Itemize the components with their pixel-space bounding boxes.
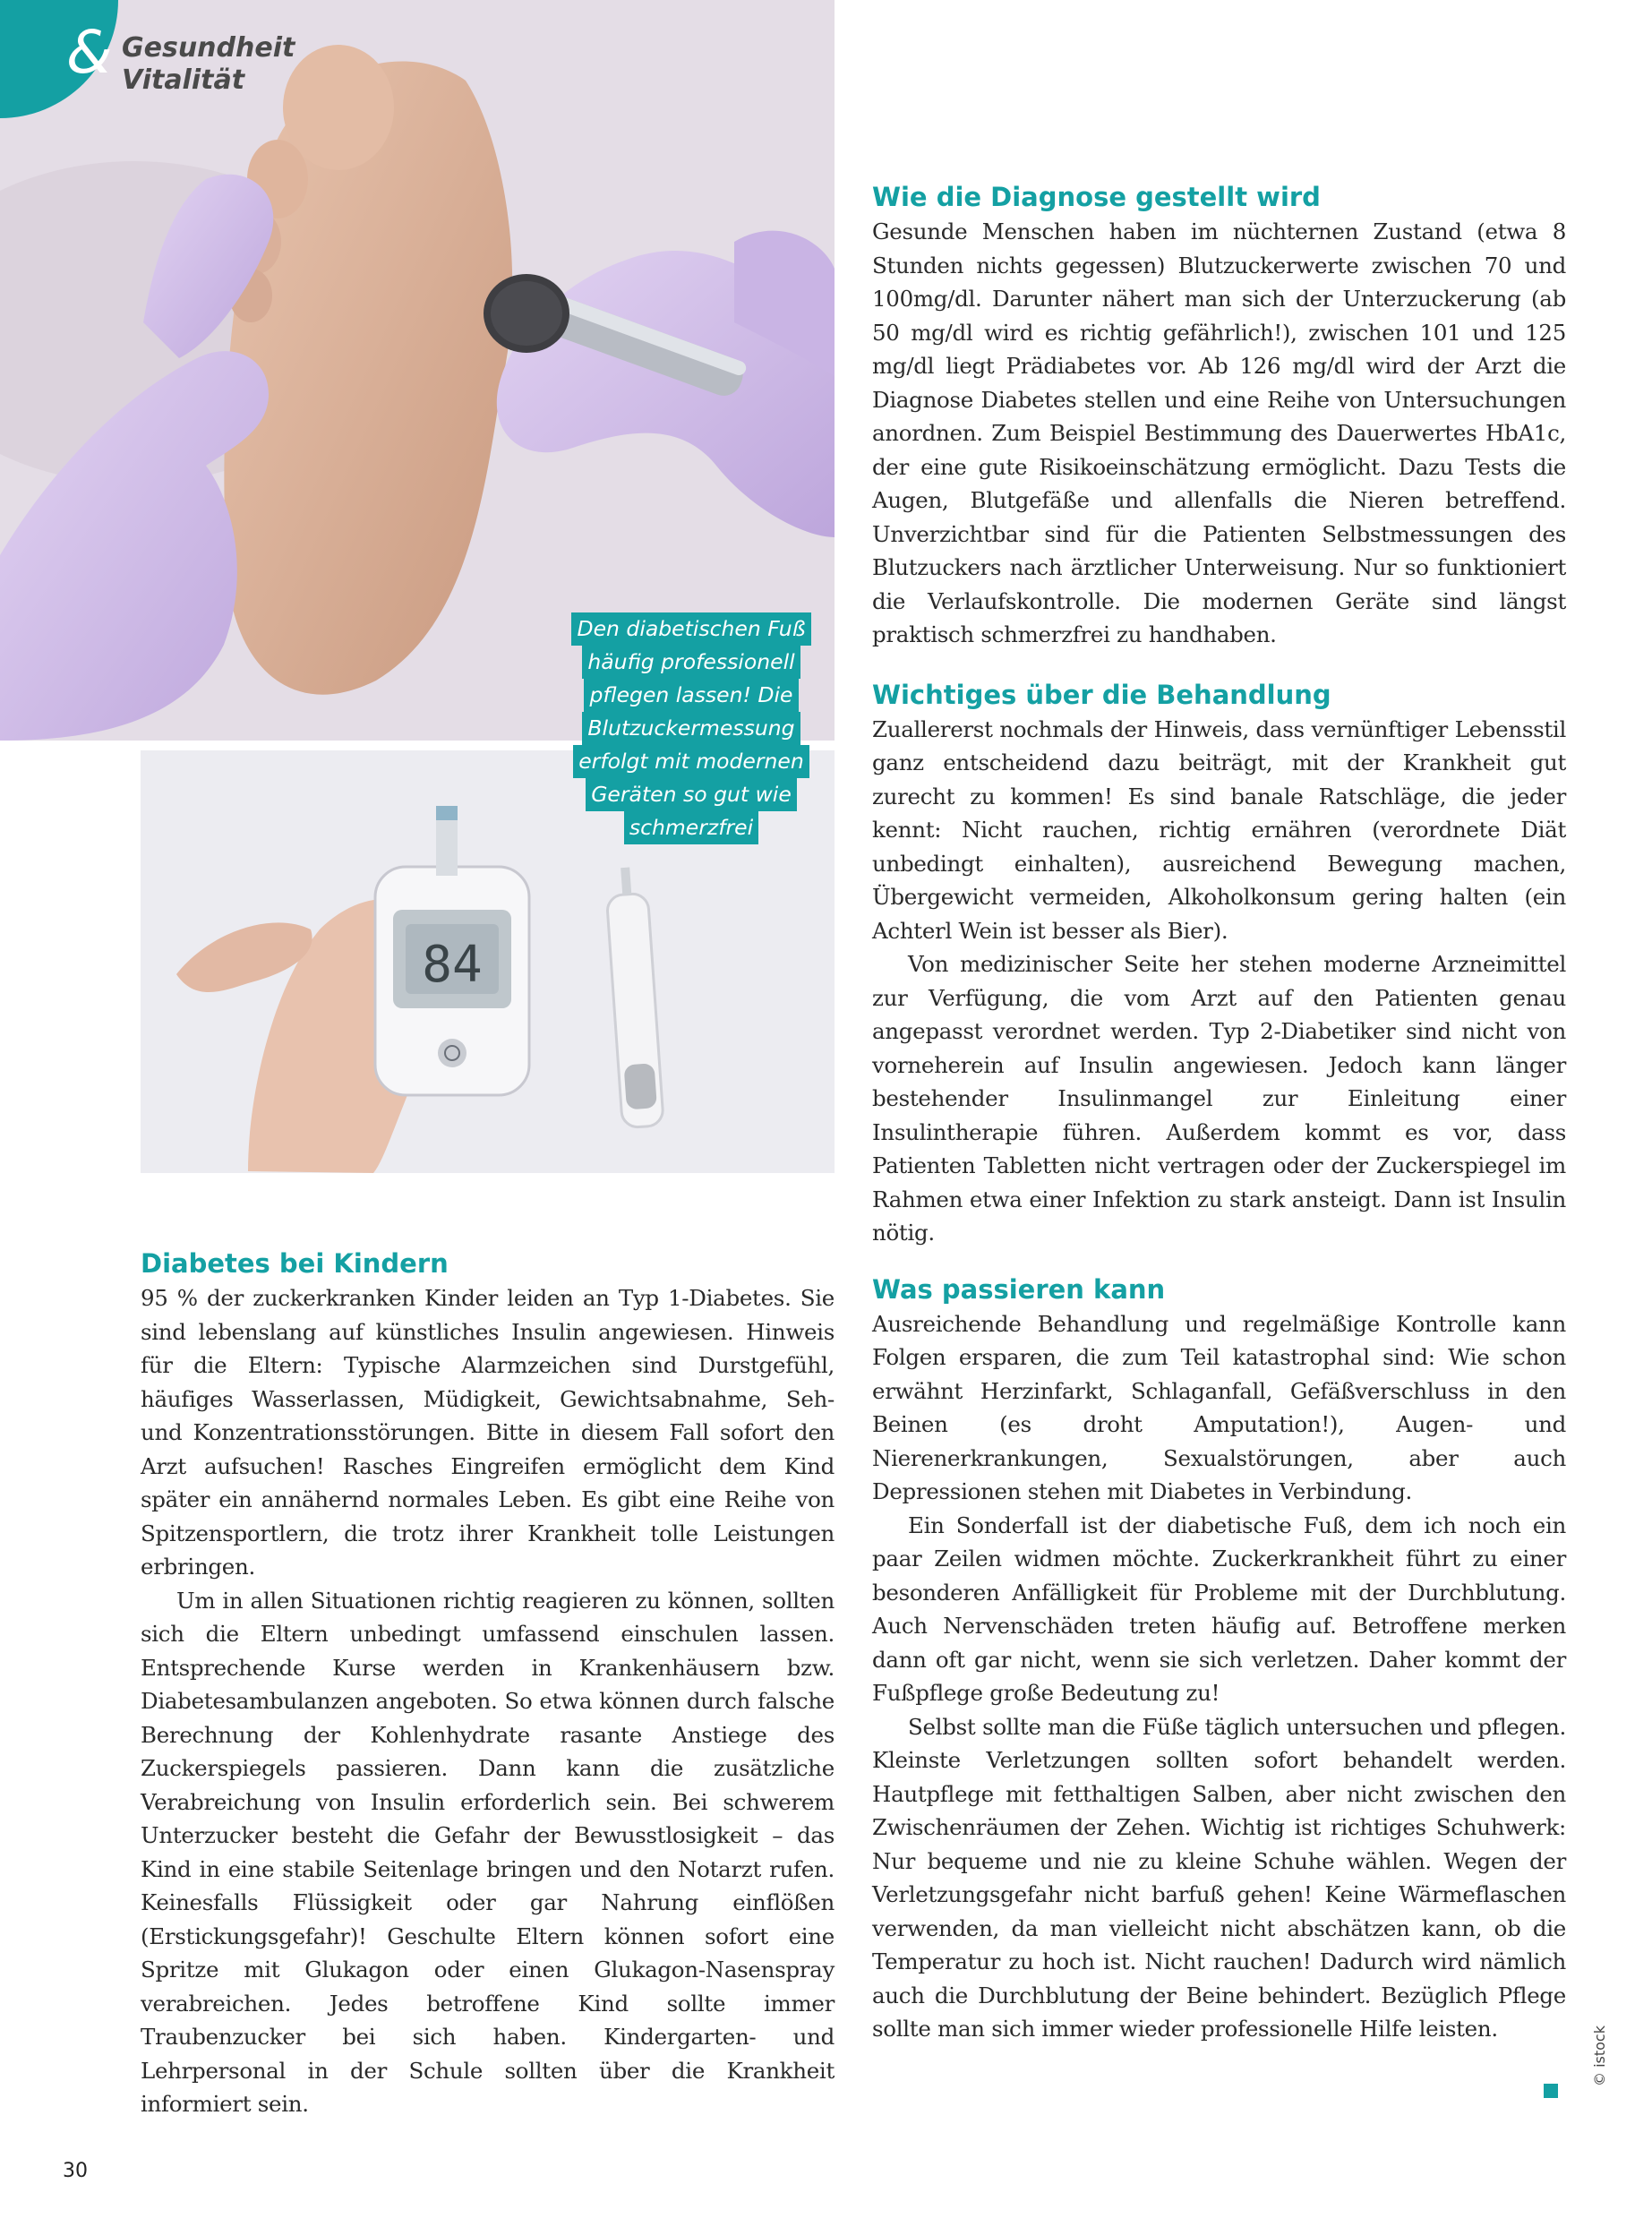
image-caption — [569, 612, 813, 844]
page-number: 30 — [63, 2160, 88, 2182]
section-title-line2: Vitalität — [122, 64, 245, 96]
meter-display-value: 84 — [422, 936, 483, 994]
section-title — [122, 32, 295, 97]
photo-credit: © istock — [1591, 2025, 1608, 2086]
caption-line: Den diabetischen Fuß — [571, 612, 810, 646]
end-square-icon — [1544, 2084, 1558, 2098]
paragraph: Von medizinischer Seite her stehen moderne Arzneimittel zur Verfügung, die vom Arzt auf den Patienten genau angepasst verordnet werden. Typ 2-Diabetiker sind nicht von vorneherein auf Insulin angewiesen. Jedoch kann länger bestehender Insulinmangel zur Einleitung einer Insulintherapie führen. Außerdem kommt es vor, dass Patienten Tabletten nicht vertragen oder der Zuckerspiegel im Rahmen etwa einer Infektion zu stark ansteigt. Dann ist Insulin nötig. — [872, 951, 1566, 1246]
heading-diabetes-kinder: Diabetes bei Kindern — [141, 1248, 449, 1279]
caption-line: Blutzuckermessung — [582, 712, 800, 745]
heading-passieren: Was passieren kann — [872, 1273, 1166, 1305]
caption-line: Geräten so gut wie — [586, 778, 797, 811]
section-title-line1: Gesundheit — [122, 32, 295, 64]
paragraph: Ein Sonderfall ist der diabetische Fuß, dem ich noch ein paar Zeilen widmen möchte. Zuckerkrankheit führt zu einer besonderen Anfälligkeit für Probleme mit der Durchblutung. Auch Nervenschäden treten häufig auf. Betroffene merken dann oft gar nicht, wenn sie sich verletzen. Daher kommt der Fußpflege große Bedeutung zu! — [872, 1511, 1566, 1706]
left-column — [141, 1246, 835, 2121]
right-column — [872, 179, 1566, 2046]
caption-line: häufig professionell — [582, 646, 800, 679]
paragraph: Ausreichende Behandlung und regelmäßige Kontrolle kann Folgen ersparen, die zum Teil katastrophal sind: Wie schon erwähnt Herzinfarkt, Schlaganfall, Gefäßverschluss in den Beinen (es droht Amputation!), Augen- und Nierenerkrankungen, Sexualstörungen, aber auch Depressionen stehen mit Diabetes in Verbindung. — [872, 1310, 1566, 1504]
paragraph: Zuallererst nochmals der Hinweis, dass vernünftiger Lebensstil ganz entscheidend dazu beiträgt, mit der Krankheit gut zurecht zu kommen! Es sind banale Ratschläge, die jeder kennt: Nicht rauchen, richtig ernähren (verordnete Diät unbedingt einhalten), ausreichend Bewegung machen, Übergewicht vermeiden, Alkoholkonsum gering halten (ein Achterl Wein ist besser als Bier). — [872, 715, 1566, 944]
paragraph: Gesunde Menschen haben im nüchternen Zustand (etwa 8 Stunden nichts gegessen) Blutzuckerwerte zwischen 70 und 100mg/dl. Darunter nähert man sich der Unterzuckerung (ab 50 mg/dl wird es richtig gefährlich!), zwischen 101 und 125 mg/dl liegt Prädiabetes vor. Ab 126 mg/dl wird der Arzt die Diagnose Diabetes stellen und eine Reihe von Untersuchungen anordnen. Zum Beispiel Bestimmung des Dauerwertes HbA1c, der eine gute Risikoeinschätzung ermöglicht. Dazu Tests die Augen, Blutgefäße und allenfalls die Nieren betreffend. Unverzichtbar sind für die Patienten Selbstmessungen des Blutzuckers nach ärztlicher Unterweisung. Nur so funktioniert die Verlaufskontrolle. Die modernen Geräte sind längst praktisch schmerzfrei zu handhaben. — [872, 218, 1566, 647]
paragraph: Selbst sollte man die Füße täglich untersuchen und pflegen. Kleinste Verletzungen sollten sofort behandelt werden. Hautpflege mit fetthaltigen Salben, aber nicht zwischen den Zwischenräumen der Zehen. Wichtig ist richtiges Schuhwerk: Nur bequeme und nie zu kleine Schuhe wählen. Wegen der Verletzungsgefahr nicht barfuß gehen! Keine Wärmeflaschen verwenden, da man vielleicht nicht abschätzen kann, ob die Temperatur zu hoch ist. Nicht rauchen! Dadurch wird nämlich auch die Durchblutung der Beine behindert. Bezüglich Pflege sollte man sich immer wieder professionelle Hilfe leisten. — [872, 1713, 1566, 2042]
heading-diagnose: Wie die Diagnose gestellt wird — [872, 182, 1321, 212]
caption-line: erfolgt mit modernen — [573, 745, 809, 778]
paragraph: 95 % der zuckerkranken Kinder leiden an Typ 1-Diabetes. Sie sind lebenslang auf künstliches Insulin angewiesen. Hinweis für die Eltern: Typische Alarmzeichen sind Durstgefühl, häufiges Wasserlassen, Müdigkeit, Gewichtsabnahme, Seh- und Konzentrationsstörungen. Bitte in diesem Fall sofort den Arzt aufsuchen! Rasches Eingreifen ermöglicht dem Kind später ein annähernd normales Leben. Es gibt eine Reihe von Spitzensportlern, die trotz ihrer Krankheit tolle Leistungen erbringen. — [141, 1285, 835, 1580]
paragraph: Um in allen Situationen richtig reagieren zu können, sollten sich die Eltern unbedingt umfassend einschulen lassen. Entsprechende Kurse werden in Krankenhäusern bzw. Diabetesambulanzen angeboten. So etwa können durch falsche Berechnung der Kohlenhydrate rasante Anstiege des Zuckerspiegels passieren. Dann kann die zusätzliche Verabreichung von Insulin erforderlich sein. Bei schwerem Unterzucker besteht die Gefahr der Bewusstlosigkeit – das Kind in eine stabile Seitenlage bringen und den Notarzt rufen. Keinesfalls Flüssigkeit oder gar Nahrung einflößen (Erstickungsgefahr)! Geschulte Eltern können sofort eine Spritze mit Glukagon oder einen Glukagon-Nasenspray verabreichen. Jedes betroffene Kind sollte immer Traubenzucker bei sich haben. Kindergarten- und Lehrpersonal in der Schule sollten über die Krankheit informiert sein. — [141, 1587, 835, 2117]
article-end-marker — [1544, 2084, 1558, 2102]
heading-behandlung: Wichtiges über die Behandlung — [872, 679, 1331, 710]
ampersand-logo: & — [66, 18, 113, 87]
caption-line: schmerzfrei — [624, 811, 758, 844]
caption-line: pflegen lassen! Die — [584, 679, 798, 712]
